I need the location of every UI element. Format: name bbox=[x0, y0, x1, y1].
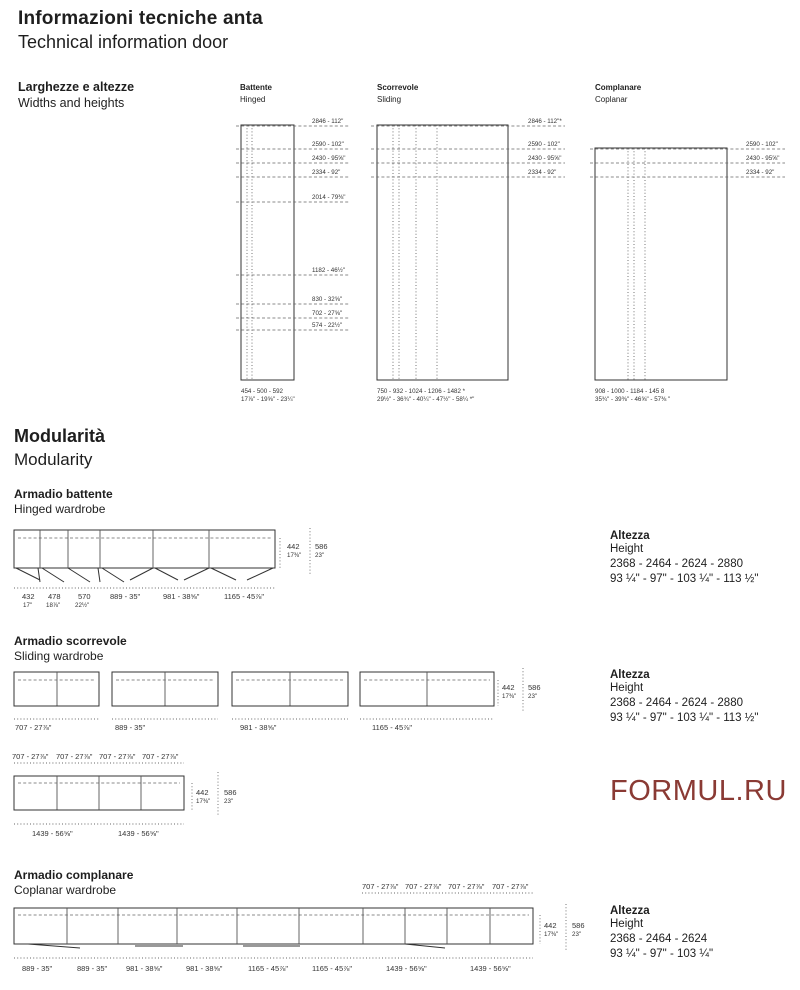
bottom-dim-in: 22½" bbox=[75, 602, 90, 609]
height-values-mm: 2368 - 2464 - 2624 - 2880 bbox=[610, 558, 743, 570]
top-dim: 707 - 27⅞" bbox=[99, 752, 136, 761]
hinged-height-label: 574 - 22½" bbox=[312, 322, 343, 329]
depth-inner: 442 bbox=[502, 683, 515, 692]
coplanar-wardrobe-title: Armadio complanare bbox=[14, 868, 134, 882]
hinged-height-label: 2430 - 95⅝" bbox=[312, 155, 346, 162]
bottom-dim-in: 18⅞" bbox=[46, 602, 61, 609]
modularity-title: Modularità bbox=[14, 426, 106, 446]
height-values-mm: 2368 - 2464 - 2624 - 2880 bbox=[610, 697, 743, 709]
sliding-door-elevation bbox=[371, 118, 565, 403]
bottom-dim: 889 - 35" bbox=[110, 592, 141, 601]
bottom-dim: 889 - 35" bbox=[77, 964, 108, 973]
bottom-dim: 570 bbox=[78, 592, 91, 601]
top-dim: 707 - 27⅞" bbox=[12, 752, 49, 761]
bottom-dim: 981 - 38⅝" bbox=[163, 592, 200, 601]
bottom-dim: 981 - 38⅝" bbox=[126, 964, 163, 973]
height-label-it: Altezza bbox=[610, 905, 650, 917]
coplanar-wardrobe-subtitle: Coplanar wardrobe bbox=[14, 883, 117, 897]
depth-outer-in: 23" bbox=[572, 931, 582, 938]
sliding-height-label: 2430 - 95⅝" bbox=[528, 155, 562, 162]
hinged-width-mm: 454 - 500 - 592 bbox=[241, 388, 283, 395]
bottom-dim: 981 - 38⅝" bbox=[186, 964, 223, 973]
height-label-en: Height bbox=[610, 918, 644, 930]
page-subtitle: Technical information door bbox=[18, 32, 229, 52]
coplanar-width-mm: 908 - 1000 - 1184 - 145 8 bbox=[595, 388, 665, 395]
unit-width: 707 - 27⅞" bbox=[15, 723, 52, 732]
height-values-mm: 2368 - 2464 - 2624 bbox=[610, 933, 708, 945]
depth-inner-in: 17⅜" bbox=[544, 931, 559, 938]
hinged-height-label: 1182 - 46½" bbox=[312, 267, 346, 274]
bottom-dim: 1165 - 45⅞" bbox=[312, 964, 353, 973]
sliding-wardrobe-large-plan bbox=[12, 752, 237, 838]
depth-inner: 442 bbox=[196, 788, 209, 797]
top-dim: 707 - 27⅞" bbox=[56, 752, 93, 761]
top-dim: 707 - 27⅞" bbox=[362, 882, 399, 891]
sliding-column-title: Scorrevole bbox=[377, 83, 419, 92]
coplanar-door-elevation bbox=[590, 141, 785, 403]
depth-inner: 442 bbox=[544, 921, 557, 930]
sliding-wardrobe-title: Armadio scorrevole bbox=[14, 634, 127, 648]
height-label-it: Altezza bbox=[610, 669, 650, 681]
bottom-dim: 1165 - 45⅞" bbox=[248, 964, 289, 973]
depth-outer: 586 bbox=[572, 921, 585, 930]
bottom-dim: 889 - 35" bbox=[22, 964, 53, 973]
depth-outer: 586 bbox=[224, 788, 237, 797]
coplanar-column-subtitle: Coplanar bbox=[595, 95, 628, 104]
coplanar-height-label: 2590 - 102" bbox=[746, 141, 778, 148]
hinged-height-label: 830 - 32⅝" bbox=[312, 296, 343, 303]
bottom-dim: 1439 - 56⅝" bbox=[32, 829, 73, 838]
sliding-wardrobe-plans bbox=[14, 668, 541, 732]
height-label-en: Height bbox=[610, 682, 644, 694]
coplanar-height-label: 2334 - 92" bbox=[746, 169, 775, 176]
sliding-column-subtitle: Sliding bbox=[377, 95, 402, 104]
sliding-height-label: 2846 - 112"* bbox=[528, 118, 562, 125]
coplanar-wardrobe-plan bbox=[14, 882, 585, 973]
bottom-dim: 1165 - 45⅞" bbox=[224, 592, 265, 601]
bottom-dim: 1439 - 56⅝" bbox=[118, 829, 159, 838]
coplanar-width-in: 35¾" - 39⅜" - 46⅝" - 57⅜ " bbox=[595, 396, 671, 403]
depth-outer: 586 bbox=[528, 683, 541, 692]
sliding-width-in: 29½" - 36¾" - 40¼" - 47½" - 58¼ *" bbox=[377, 396, 475, 403]
bottom-dim-in: 17" bbox=[23, 602, 33, 609]
sliding-wardrobe-subtitle: Sliding wardrobe bbox=[14, 649, 104, 663]
depth-inner-in: 17⅜" bbox=[287, 552, 302, 559]
modularity-subtitle: Modularity bbox=[14, 450, 93, 469]
hinged-wardrobe-subtitle: Hinged wardrobe bbox=[14, 502, 106, 516]
top-dim: 707 - 27⅞" bbox=[142, 752, 179, 761]
height-values-in: 93 ¼" - 97" - 103 ¼" - 113 ½" bbox=[610, 712, 759, 724]
coplanar-column-title: Complanare bbox=[595, 83, 642, 92]
hinged-height-label: 2014 - 79⅜" bbox=[312, 194, 346, 201]
hinged-column-subtitle: Hinged bbox=[240, 95, 266, 104]
hinged-wardrobe-plan bbox=[14, 528, 328, 609]
hinged-wardrobe-title: Armadio battente bbox=[14, 487, 113, 501]
sliding-height-label: 2334 - 92" bbox=[528, 169, 557, 176]
height-label-en: Height bbox=[610, 543, 644, 555]
top-dim: 707 - 27⅞" bbox=[405, 882, 442, 891]
sliding-width-mm: 750 - 932 - 1024 - 1206 - 1482 * bbox=[377, 388, 466, 395]
hinged-height-label: 2590 - 102" bbox=[312, 141, 344, 148]
unit-width: 889 - 35" bbox=[115, 723, 146, 732]
depth-outer-in: 23" bbox=[224, 798, 234, 805]
page-title: Informazioni tecniche anta bbox=[18, 8, 263, 29]
depth-inner: 442 bbox=[287, 542, 300, 551]
depth-inner-in: 17⅜" bbox=[502, 693, 517, 700]
bottom-dim: 478 bbox=[48, 592, 61, 601]
top-dim: 707 - 27⅞" bbox=[448, 882, 485, 891]
bottom-dim: 1439 - 56⅝" bbox=[470, 964, 511, 973]
hinged-height-label: 2334 - 92" bbox=[312, 169, 341, 176]
sliding-height-label: 2590 - 102" bbox=[528, 141, 560, 148]
height-values-in: 93 ¼" - 97" - 103 ¼" - 113 ½" bbox=[610, 573, 759, 585]
watermark-logo: FORMUL.RU bbox=[610, 775, 787, 807]
hinged-height-label: 702 - 27⅝" bbox=[312, 310, 343, 317]
coplanar-height-label: 2430 - 95⅝" bbox=[746, 155, 780, 162]
depth-outer: 586 bbox=[315, 542, 328, 551]
widths-section-title: Larghezze e altezze bbox=[18, 80, 135, 94]
hinged-width-in: 17⅞" - 19⅝" - 23¼" bbox=[241, 396, 295, 403]
hinged-door-elevation bbox=[236, 118, 350, 403]
bottom-dim: 1439 - 56⅝" bbox=[386, 964, 427, 973]
hinged-height-label: 2846 - 112" bbox=[312, 118, 344, 125]
depth-outer-in: 23" bbox=[315, 552, 325, 559]
top-dim: 707 - 27⅞" bbox=[492, 882, 529, 891]
unit-width: 1165 - 45⅞" bbox=[372, 723, 413, 732]
widths-section-subtitle: Widths and heights bbox=[18, 96, 125, 110]
depth-outer-in: 23" bbox=[528, 693, 538, 700]
height-label-it: Altezza bbox=[610, 530, 650, 542]
bottom-dim: 432 bbox=[22, 592, 35, 601]
hinged-column-title: Battente bbox=[240, 83, 273, 92]
height-values-in: 93 ¼" - 97" - 103 ¼" bbox=[610, 948, 714, 960]
unit-width: 981 - 38⅝" bbox=[240, 723, 277, 732]
depth-inner-in: 17⅜" bbox=[196, 798, 211, 805]
